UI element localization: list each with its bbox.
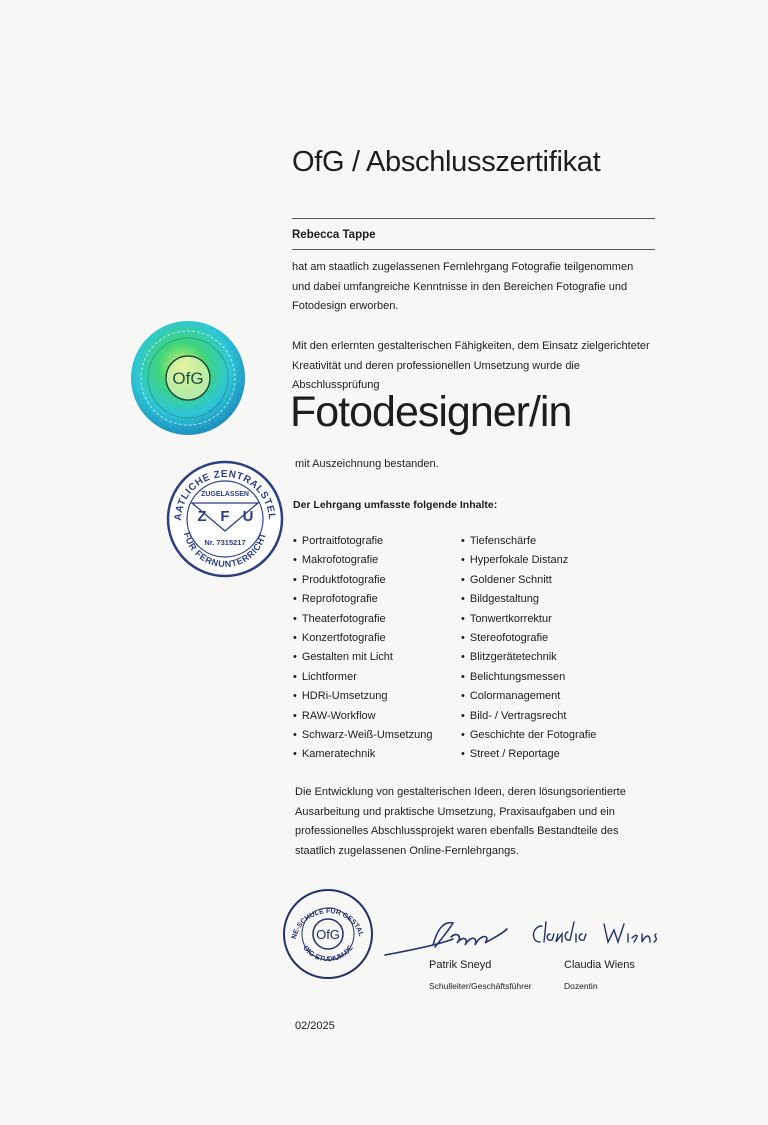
course-topic: • Goldener Schnitt bbox=[461, 571, 596, 590]
contents-list-right bbox=[461, 532, 596, 765]
signature-patrik-sneyd bbox=[383, 915, 533, 960]
course-topic: • Bildgestaltung bbox=[461, 590, 596, 609]
skills-paragraph: Mit den erlernten gestalterischen Fähigkeiten, dem Einsatz zielgerichteter Kreativität und deren professionellen Umsetzung wurde die Abschlussprüfung bbox=[292, 340, 650, 391]
result-text: mit Auszeichnung bestanden. bbox=[295, 458, 439, 470]
course-topic: • Schwarz-Weiß-Umsetzung bbox=[293, 726, 432, 745]
recipient-name: Rebecca Tappe bbox=[292, 229, 376, 241]
intro-paragraph: hat am staatlich zugelassenen Fernlehrgang Fotografie teilgenommen und dabei umfangreiche Kenntnisse in den Bereichen Fotografie und Fotodesign erworben. bbox=[292, 261, 634, 312]
zfu-approved-text: ZUGELASSEN bbox=[201, 491, 249, 498]
issue-date: 02/2025 bbox=[295, 1020, 335, 1032]
signature-claudia-wiens bbox=[528, 918, 668, 950]
signatory-name-1: Patrik Sneyd bbox=[429, 959, 492, 971]
signatory-role-2: Dozentin bbox=[564, 981, 598, 991]
course-topic: • Produktfotografie bbox=[293, 571, 432, 590]
course-topic: • Kameratechnik bbox=[293, 745, 432, 764]
hologram-seal-text: OfG bbox=[172, 369, 204, 388]
zfu-number-text: Nr. 7315217 bbox=[204, 538, 246, 547]
contents-heading: Der Lehrgang umfasste folgende Inhalte: bbox=[293, 499, 498, 511]
course-topic: • Gestalten mit Licht bbox=[293, 648, 432, 667]
zfu-top-text: STAATLICHE ZENTRALSTELLE bbox=[161, 451, 278, 522]
stamp-bottom-text: OfG-STUDIUM.DE bbox=[301, 944, 355, 964]
course-topic: • Bild- / Vertragsrecht bbox=[461, 707, 596, 726]
signatory-role-1: Schulleiter/Geschäftsführer bbox=[429, 981, 532, 991]
course-topic: • Street / Reportage bbox=[461, 745, 596, 764]
name-rule bbox=[292, 249, 655, 250]
course-topic: • Lichtformer bbox=[293, 668, 432, 687]
course-topic: • HDRi-Umsetzung bbox=[293, 687, 432, 706]
signatory-name-2: Claudia Wiens bbox=[564, 959, 635, 971]
course-topic: • Hyperfokale Distanz bbox=[461, 551, 596, 570]
contents-list-left bbox=[293, 532, 432, 765]
stamp-top-text: ONLINE-SCHULE FÜR GESTALTUNG bbox=[279, 883, 365, 940]
zfu-bottom-text: FÜR FERNUNTERRICHT bbox=[181, 531, 269, 570]
certificate-title: OfG / Abschlusszertifikat bbox=[292, 146, 601, 178]
course-topic: • Tonwertkorrektur bbox=[461, 610, 596, 629]
course-topic: • Theaterfotografie bbox=[293, 610, 432, 629]
svg-text:OfG-STUDIUM.DE bbox=[301, 944, 355, 963]
course-topic: • Tiefenschärfe bbox=[461, 532, 596, 551]
course-topic: • Blitzgerätetechnik bbox=[461, 648, 596, 667]
degree-title: Fotodesigner/in bbox=[290, 388, 572, 436]
closing-paragraph: Die Entwicklung von gestalterischen Ideen, deren lösungsorientierte Ausarbeitung und praktische Umsetzung, Praxisaufgaben und ein professionelles Abschlussprojekt waren ebenfalls Bestandteile des staatlich zugelassenen Online-Fernlehrgangs. bbox=[295, 786, 626, 857]
course-topic: • Stereofotografie bbox=[461, 629, 596, 648]
course-topic: • Geschichte der Fotografie bbox=[461, 726, 596, 745]
school-stamp-icon bbox=[279, 883, 374, 980]
title-rule bbox=[292, 218, 655, 219]
course-topic: • Belichtungsmessen bbox=[461, 668, 596, 687]
zfu-letter-f: F bbox=[220, 508, 230, 525]
course-topic: • Colormanagement bbox=[461, 687, 596, 706]
stamp-center-text: OfG bbox=[316, 927, 340, 942]
course-topic: • RAW-Workflow bbox=[293, 707, 432, 726]
hologram-seal-icon bbox=[128, 318, 248, 438]
course-topic: • Makrofotografie bbox=[293, 551, 432, 570]
course-topic: • Konzertfotografie bbox=[293, 629, 432, 648]
zfu-seal-icon bbox=[161, 451, 285, 579]
course-topic: • Portraitfotografie bbox=[293, 532, 432, 551]
zfu-letter-u: U bbox=[242, 508, 254, 525]
zfu-letter-z: Z bbox=[197, 508, 207, 525]
course-topic: • Reprofotografie bbox=[293, 590, 432, 609]
